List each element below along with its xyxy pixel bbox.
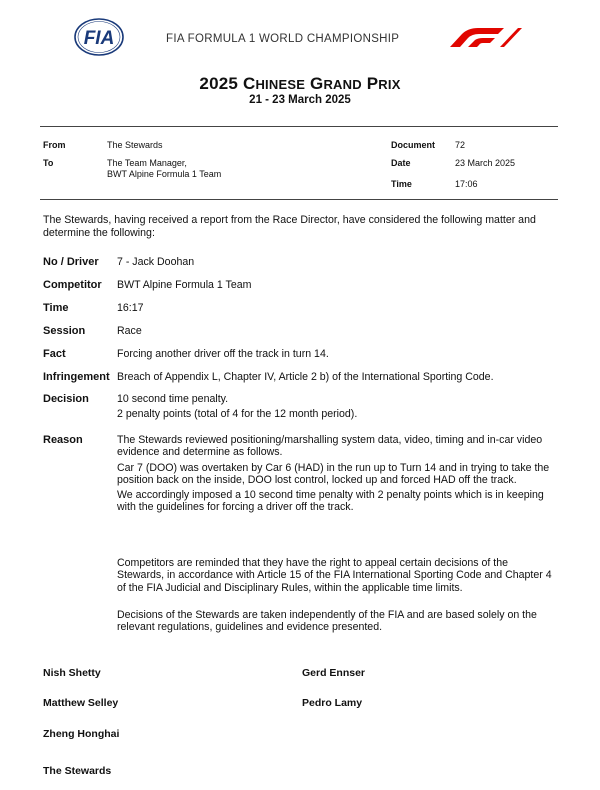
reason-label: Reason	[43, 434, 83, 446]
document-label: Document	[391, 140, 436, 150]
reason-paragraph: We accordingly imposed a 10 second time penalty with 2 penalty points which is in keeping with the guidelines for forcing a driver off the track.	[117, 489, 544, 514]
decision-label: Decision	[43, 393, 89, 405]
event-dates: 21 - 23 March 2025	[249, 94, 351, 106]
decision-line: 10 second time penalty.	[117, 393, 229, 405]
competitor-label: Competitor	[43, 279, 102, 291]
steward-name: Gerd Ennser	[302, 667, 366, 679]
infringement-label: Infringement	[43, 371, 110, 383]
signature-footer: The Stewards	[43, 765, 112, 777]
independence-notice: Decisions of the Stewards are taken independently of the FIA and are based solely on the relevant regulations, guidelines and evidence presented.	[117, 609, 537, 634]
document-value: 72	[455, 140, 466, 150]
driver-value: 7 - Jack Doohan	[117, 256, 195, 268]
steward-name: Nish Shetty	[43, 667, 101, 679]
event-title: 2025 CHINESE GRAND PRIX	[199, 74, 401, 93]
time-label: Time	[391, 179, 412, 189]
appeal-notice: Competitors are reminded that they have the right to appeal certain decisions of the Stewards, in accordance with Article 15 of the FIA International Sporting Code and Chapter 4 of the FIA Judicial and Disciplinary Rules, within the applicable time limits.	[117, 557, 552, 594]
reason-value	[117, 434, 555, 517]
fact-value: Forcing another driver off the track in turn 14.	[117, 348, 329, 360]
driver-label: No / Driver	[43, 256, 99, 268]
from-label: From	[43, 140, 66, 150]
incident-time-value: 16:17	[117, 302, 144, 314]
session-value: Race	[117, 325, 142, 337]
to-value-line2: BWT Alpine Formula 1 Team	[107, 169, 222, 179]
reason-paragraph: The Stewards reviewed positioning/marshalling system data, video, timing and in-car video evidence and determine as follows.	[117, 434, 543, 459]
decision-line: 2 penalty points (total of 4 for the 12 month period).	[117, 408, 358, 421]
championship-title: FIA FORMULA 1 WORLD CHAMPIONSHIP	[166, 33, 400, 45]
decision-value	[117, 393, 555, 424]
intro-text: The Stewards, having received a report from the Race Director, have considered the following matter and determine the following:	[43, 214, 536, 239]
steward-name: Pedro Lamy	[302, 697, 363, 709]
competitor-value: BWT Alpine Formula 1 Team	[117, 279, 252, 291]
svg-text:FIA: FIA	[83, 28, 115, 49]
to-value-line1: The Team Manager,	[107, 158, 187, 168]
steward-name: Zheng Honghai	[43, 728, 120, 740]
fia-logo	[74, 18, 124, 56]
session-label: Session	[43, 325, 86, 337]
incident-time-label: Time	[43, 302, 69, 314]
to-label: To	[43, 158, 54, 168]
f1-logo	[448, 27, 522, 47]
time-value: 17:06	[455, 179, 478, 189]
divider-top	[40, 126, 558, 127]
infringement-value: Breach of Appendix L, Chapter IV, Article 2 b) of the International Sporting Code.	[117, 371, 494, 383]
steward-name: Matthew Selley	[43, 697, 119, 709]
divider-bottom	[40, 199, 558, 200]
date-value: 23 March 2025	[455, 158, 516, 168]
date-label: Date	[391, 158, 411, 168]
document-header	[0, 0, 600, 60]
from-value: The Stewards	[107, 140, 163, 150]
fact-label: Fact	[43, 348, 66, 360]
reason-paragraph: Car 7 (DOO) was overtaken by Car 6 (HAD) in the run up to Turn 14 and in trying to take the position back on the inside, DOO lost control, locked up and forced HAD off the track.	[117, 461, 550, 486]
